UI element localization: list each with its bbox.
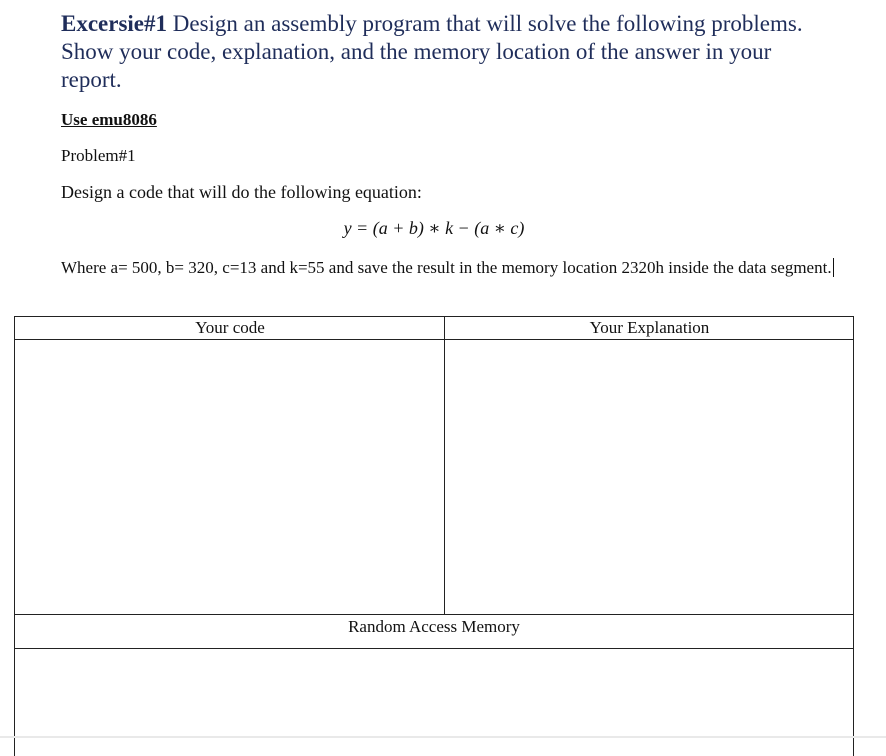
- variables-text: Where a= 500, b= 320, c=13 and k=55 and save the result in the memory location 2320h inside the data segment.: [61, 258, 832, 277]
- table-border-right: [853, 316, 854, 756]
- table-ram-top-border: [14, 614, 854, 615]
- variables-description[interactable]: [61, 256, 841, 280]
- text-cursor: [833, 258, 834, 277]
- equation: y = (a + b) ∗ k − (a ∗ c): [343, 218, 525, 238]
- exercise-heading: [61, 10, 821, 94]
- use-tool-line: Use emu8086: [61, 110, 157, 129]
- problem-label: Problem#1: [61, 146, 136, 165]
- your-code-cell[interactable]: [14, 339, 444, 614]
- design-instruction: Design a code that will do the following equation:: [61, 182, 422, 202]
- exercise-title: Excersie#1: [61, 11, 168, 36]
- exercise-instructions: Design an assembly program that will solve the following problems. Show your code, explanation, and the memory location of the answer in your report.: [61, 11, 803, 92]
- table-border-top: [14, 316, 854, 317]
- header-your-explanation: Your Explanation: [589, 318, 710, 337]
- header-your-code: Your code: [195, 318, 265, 337]
- ram-cell[interactable]: [14, 649, 853, 756]
- answer-table: [14, 316, 854, 756]
- header-random-access-memory: Random Access Memory: [348, 617, 520, 636]
- your-explanation-cell[interactable]: [445, 339, 853, 614]
